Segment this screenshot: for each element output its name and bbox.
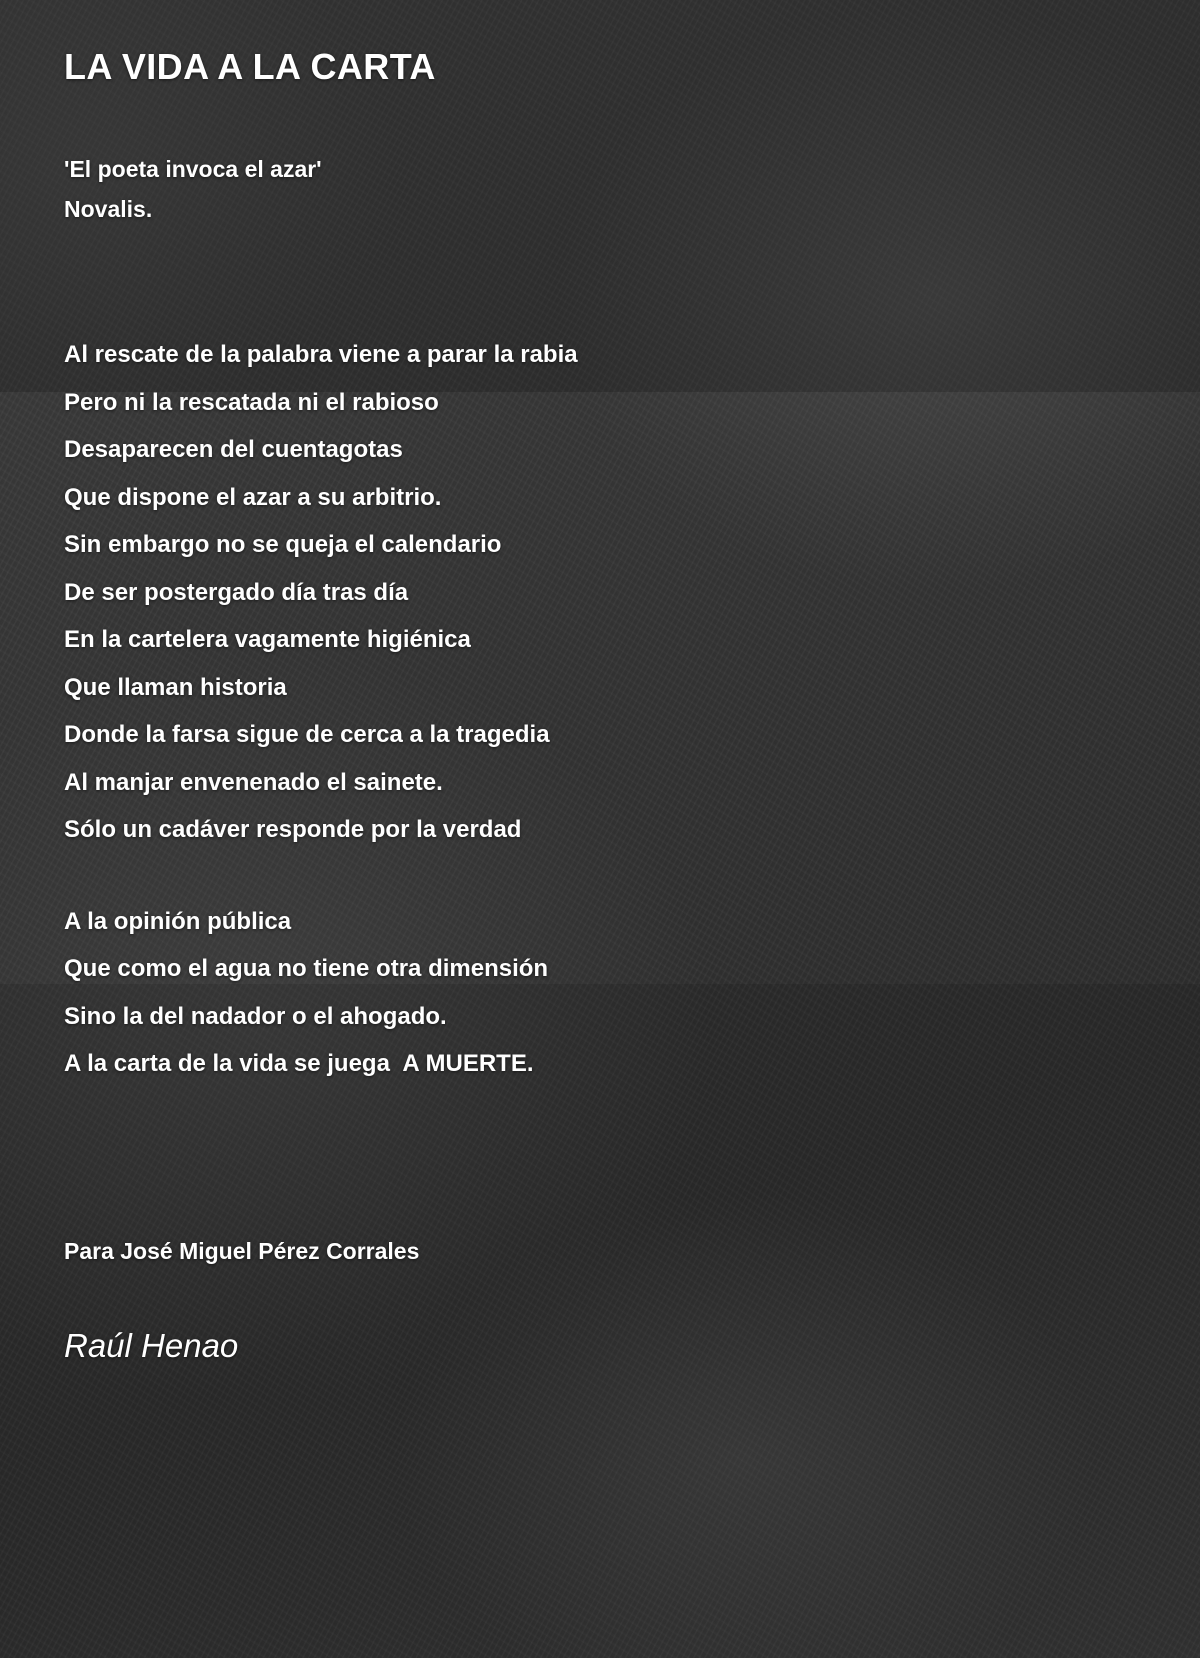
poem-line: En la cartelera vagamente higiénica <box>64 626 471 654</box>
epigraph-line: 'El poeta invoca el azar' <box>64 156 322 182</box>
stanza-two <box>64 898 1136 1088</box>
dedication: Para José Miguel Pérez Corrales <box>64 1237 420 1264</box>
poem-line: A la opinión pública <box>64 907 292 935</box>
stanza-one <box>64 331 1136 854</box>
poem-line: Sólo un cadáver responde por la verdad <box>64 816 522 844</box>
poem-line: Desaparecen del cuentagotas <box>64 436 403 464</box>
poem-line: De ser postergado día tras día <box>64 578 409 606</box>
poem-line: Donde la farsa sigue de cerca a la tragedia <box>64 721 550 749</box>
author-name: Raúl Henao <box>64 1326 239 1364</box>
poem-line: Que dispone el azar a su arbitrio. <box>64 483 442 511</box>
poem-line: Sin embargo no se queja el calendario <box>64 531 502 559</box>
epigraph-attribution: Novalis. <box>64 195 153 222</box>
poem-line: Al rescate de la palabra viene a parar la rabia <box>64 341 578 369</box>
poem-line: Pero ni la rescatada ni el rabioso <box>64 388 439 416</box>
poem-line: Al manjar envenenado el sainete. <box>64 768 443 796</box>
poem-line: Que como el agua no tiene otra dimensión <box>64 955 549 983</box>
poem-line: Sino la del nadador o el ahogado. <box>64 1002 447 1030</box>
poem-line: Que llaman historia <box>64 673 287 701</box>
page-title: LA VIDA A LA CARTA <box>64 46 436 87</box>
poem-line: A la carta de la vida se juega A MUERTE. <box>64 1050 534 1078</box>
epigraph <box>64 150 1136 229</box>
